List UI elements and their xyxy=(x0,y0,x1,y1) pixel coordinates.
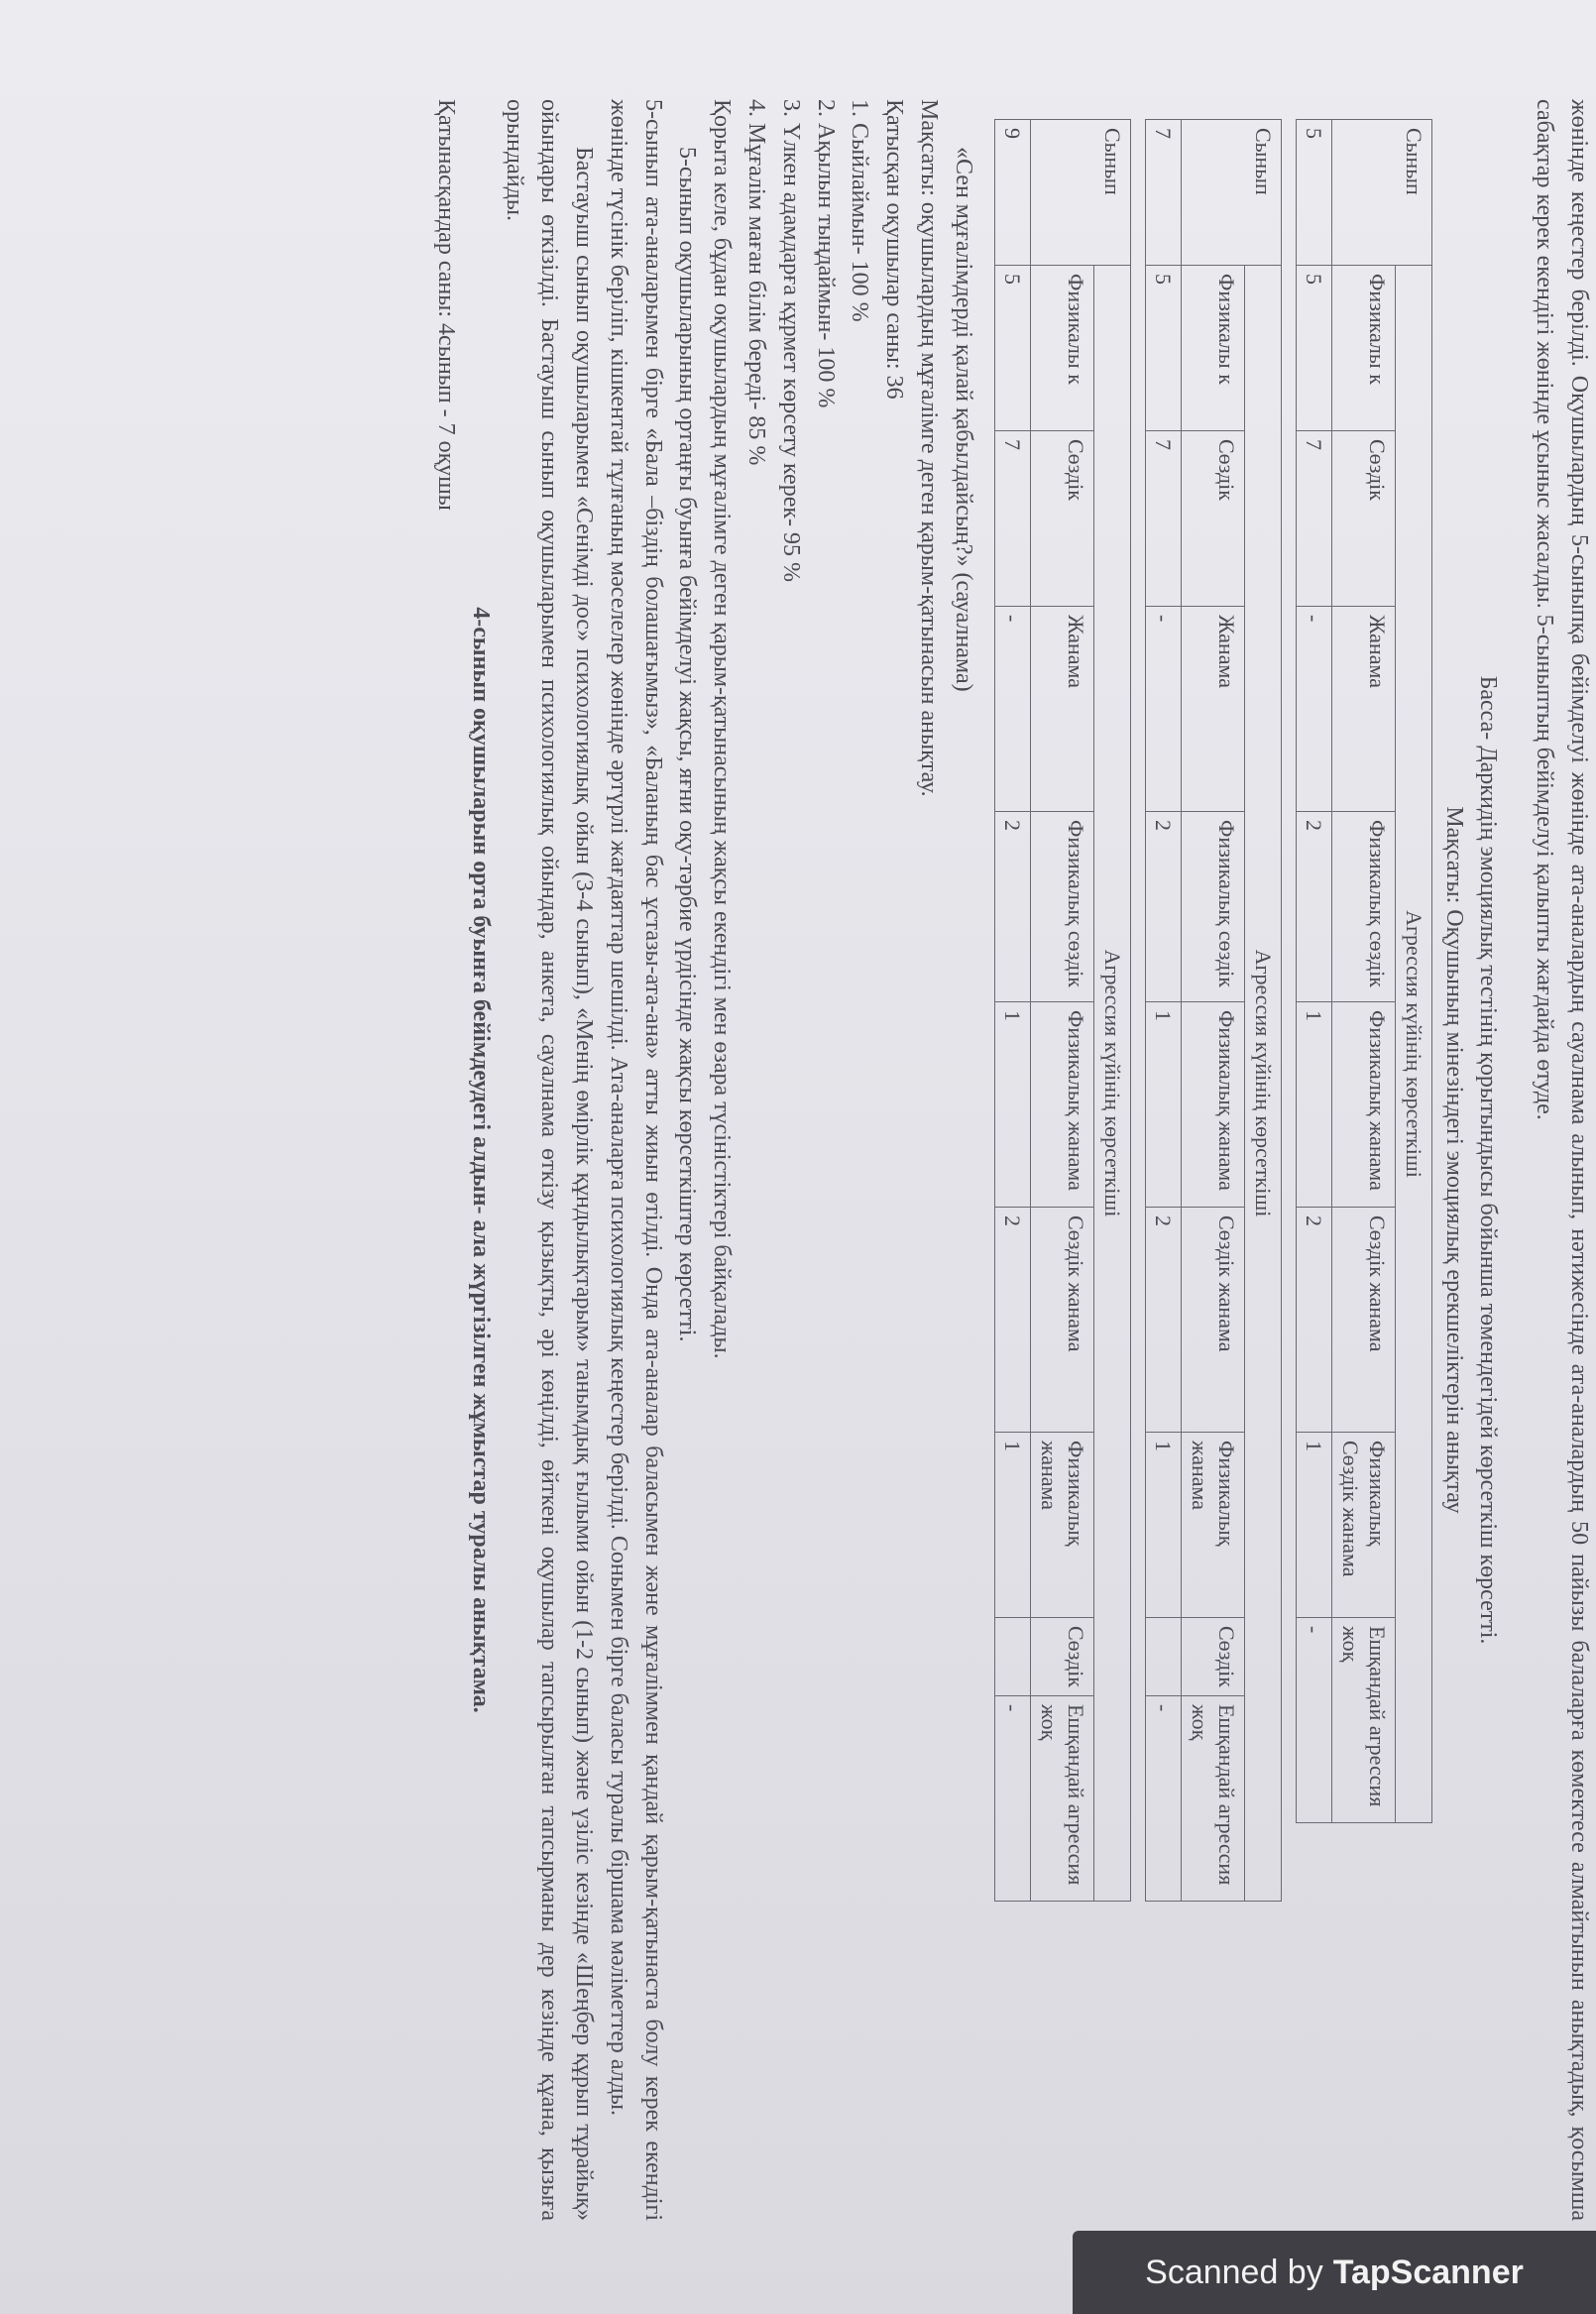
table-cell: 1 xyxy=(1145,1433,1182,1618)
test1-goal: Мақсаты: Оқушының мінезіндегі эмоциялық ерекшеліктерін анықтау xyxy=(1440,806,1467,1514)
col-header: Физикалы к xyxy=(1182,266,1245,431)
watermark-brand: TapScanner xyxy=(1332,2253,1524,2291)
table-cell: - xyxy=(1296,607,1332,812)
col-header: Ешқандай агрессия жоқ xyxy=(1182,1695,1245,1901)
paragraph-parents-meeting: 5-сынып ата-аналарымен бірге «Бала –біздің болашағымыз», «Баланың бас ұстазы-ата-ана» атты жиын өтілді. Онда ата-аналар баласымен және мұғаліммен қандай қарым-қатынаста болу керек екендігі жөнінде түсінік беріліп, кішкентай тұлғаның мәселелер жөнінде әртүрлі жағдаяттар шешілді. Ата-аналарға психологиялық кеңестер берілді. Сонымен бірге баласы туралы біршама мәліметтер алды. xyxy=(605,99,666,2221)
test1-title: Басса- Даркидің эмоциялық тестінің қорытындысы бойынша төмендегідей көрсеткіш көрсетті. xyxy=(1475,675,1502,1645)
table-cell: 2 xyxy=(1296,812,1332,1002)
group-header: Агрессия күйінің көрсеткіші xyxy=(1245,266,1282,1902)
table-cell: 2 xyxy=(994,812,1031,1002)
participants-count: Қатысқан оқушылар саны: 36 xyxy=(881,99,908,400)
col-header: Физикалы к xyxy=(1031,266,1094,431)
table-cell: 5 xyxy=(1296,266,1332,431)
list-item: 4. Мұғалім маған білім береді- 85 % xyxy=(743,99,770,466)
group-header: Агрессия күйінің көрсеткіші xyxy=(1094,266,1131,1902)
table-cell: 5 xyxy=(994,266,1031,431)
col-class: Сынып xyxy=(1031,120,1131,266)
col-header: Физикалық Сөздік жанама xyxy=(1332,1433,1396,1618)
scanner-watermark xyxy=(1073,2231,1596,2314)
table-cell: 2 xyxy=(1145,812,1182,1002)
aggression-table-grade7 xyxy=(1145,119,1282,1902)
table-cell: 5 xyxy=(1296,120,1332,266)
watermark-prefix: Scanned by xyxy=(1145,2253,1323,2291)
col-class: Сынып xyxy=(1182,120,1282,266)
table-cell: 1 xyxy=(1296,1433,1332,1618)
table-cell xyxy=(1145,1618,1182,1696)
col-header: Физикалық жанама xyxy=(1182,1433,1245,1618)
survey-conclusion: Қорыта келе, бұдан оқушылардың мұғалімге деген қарым-қатынасының жақсы екендігі мен өзара түсіністіктері байқалады. xyxy=(709,99,736,1359)
document-page xyxy=(139,40,1596,2260)
table-row xyxy=(1296,120,1332,1823)
table-cell: 2 xyxy=(994,1208,1031,1433)
col-header: Ешқандай агрессия жоқ xyxy=(1031,1695,1094,1901)
intro-paragraph: жөнінде кеңестер берілді. Оқушылардың 5-сыныпқа бейімделуі жөнінде ата-аналардың сауалнама алынып, нәтижесінде ата-аналардың 50 пайызы балаларға көмектесе алмайтынын анықтадық, қосымша сабақтар керек екендігі жөнінде ұсыныс жасалды. 5-сыныптың бейімделуі қалыпты жағдайда өтуде. xyxy=(1532,99,1592,2221)
table-cell: - xyxy=(994,1695,1031,1901)
table-cell: 2 xyxy=(1296,1208,1332,1433)
list-item: 3. Үлкен адамдарға құрмет көрсету керек- 95 % xyxy=(777,99,804,582)
col-header: Сөздік жанама xyxy=(1031,1208,1094,1433)
participants-line: Қатынасқандар саны: 4сынып - 7 оқушы xyxy=(432,99,459,511)
table-cell xyxy=(994,1618,1031,1696)
col-header: Физикалы к xyxy=(1332,266,1396,431)
survey-title: «Сен мұғалімдерді қалай қабылдайсың?» (сауалнама) xyxy=(950,147,976,692)
aggression-table-grade5 xyxy=(1296,119,1432,1823)
col-header: Физикалық сөздік xyxy=(1332,812,1396,1002)
paragraph-primary-games: Бастауыш сынып оқушыларымен «Сенімді дос» психологиялық ойын (3-4 сынып), «Менің өмірлік құндылықтарым» танымдық ғылыми ойын (1-2 сынып) және үзіліс кезінде «Шеңбер құрып тұрайық» ойындары өткізілді. Бастауыш сынып оқушыларымен психологиялық ойындар, анкета, сауалнама өткізу қызықты, әрі көңілді, өйткені оқушылар тапсырылған тапсырманы дер кезінде құана, қызыға орындайды. xyxy=(502,99,598,2221)
table-cell: 1 xyxy=(994,1433,1031,1618)
table-cell: 1 xyxy=(1145,1002,1182,1208)
survey-goal: Мақсаты: оқушылардың мұғалімге деген қарым-қатынасын анықтау. xyxy=(916,99,943,797)
table-cell: 7 xyxy=(994,431,1031,607)
col-header: Сөздік xyxy=(1332,431,1396,607)
col-header: Ешқандай агрессия жоқ xyxy=(1332,1618,1396,1823)
table-row xyxy=(994,120,1031,1902)
col-header: Физикалық жанама xyxy=(1182,1002,1245,1208)
col-header: Сөздік xyxy=(1031,1618,1094,1696)
table-cell: - xyxy=(1296,1618,1332,1823)
table-cell: 1 xyxy=(1296,1002,1332,1208)
list-item: 2. Ақылын тыңдаймын- 100 % xyxy=(812,99,839,408)
col-class: Сынып xyxy=(1332,120,1432,266)
col-header: Сөздік xyxy=(1182,1618,1245,1696)
table-cell: - xyxy=(1145,1695,1182,1901)
table-row xyxy=(1145,120,1182,1902)
table-cell: 7 xyxy=(1296,431,1332,607)
survey-results xyxy=(739,99,876,2221)
col-header: Физикалық жанама xyxy=(1332,1002,1396,1208)
group-header: Агрессия күйінің көрсеткіші xyxy=(1396,266,1432,1823)
col-header: Сөздік xyxy=(1182,431,1245,607)
col-header: Физикалық сөздік xyxy=(1031,812,1094,1002)
paragraph-grade5-adaptation: 5-сынып оқушыларының ортаңғы буынға бейімделуі жақсы, яғни оқу-тәрбие үрдісінде жақсы көрсеткіштер көрсетті. xyxy=(674,147,701,1342)
section-title: 4-сынып оқушыларын орта буынға бейімдеудегі алдын- ала жүргізілген жұмыстар туралы анықтама. xyxy=(467,607,494,1713)
col-header: Сөздік xyxy=(1031,431,1094,607)
col-header: Физикалық жанама xyxy=(1031,1002,1094,1208)
table-cell: 7 xyxy=(1145,120,1182,266)
table-cell: 1 xyxy=(994,1002,1031,1208)
col-header: Физикалық жанама xyxy=(1031,1433,1094,1618)
col-header: Сөздік жанама xyxy=(1332,1208,1396,1433)
table-cell: - xyxy=(994,607,1031,812)
col-header: Жанама xyxy=(1332,607,1396,812)
table-cell: 7 xyxy=(1145,431,1182,607)
table-cell: 5 xyxy=(1145,266,1182,431)
table-cell: 2 xyxy=(1145,1208,1182,1433)
col-header: Сөздік жанама xyxy=(1182,1208,1245,1433)
aggression-table-grade9 xyxy=(994,119,1131,1902)
col-header: Физикалық сөздік xyxy=(1182,812,1245,1002)
list-item: 1. Сыйлаймын- 100 % xyxy=(847,99,873,322)
table-cell: 9 xyxy=(994,120,1031,266)
col-header: Жанама xyxy=(1031,607,1094,812)
table-cell: - xyxy=(1145,607,1182,812)
col-header: Жанама xyxy=(1182,607,1245,812)
